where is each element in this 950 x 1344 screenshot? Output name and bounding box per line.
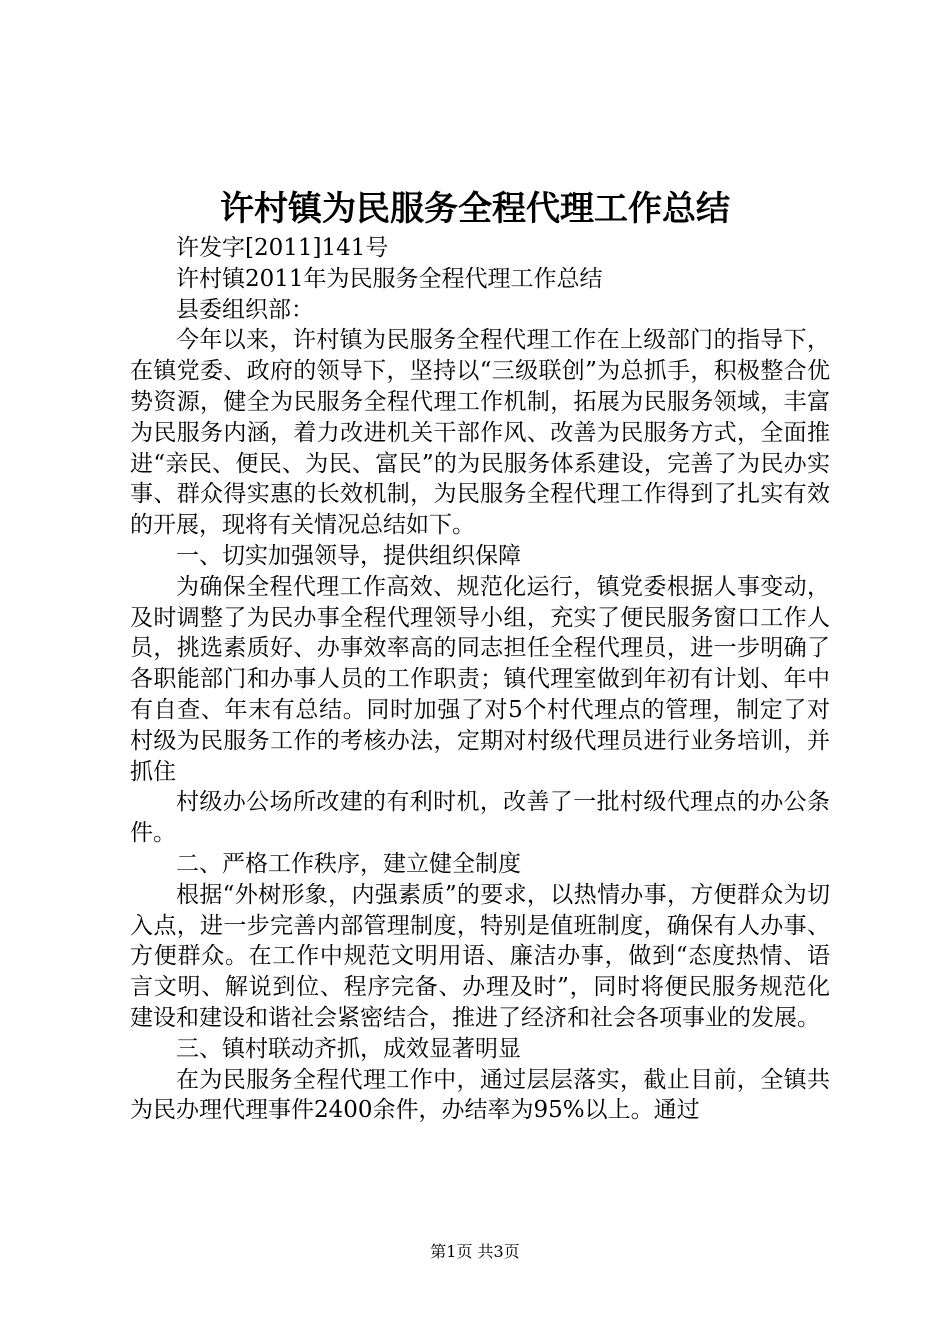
section-1-paragraph: 为确保全程代理工作高效、规范化运行，镇党委根据人事变动，及时调整了为民办事全程代理领导小组，充实了便民服务窗口工作人员，挑选素质好、办事效率高的同志担任全程代理员，进一步明确了各职能部门和办事人员的工作职责；镇代理室做到年初有计划、年中有自查、年末有总结。同时加强了对5个村代理点的管理，制定了对村级为民服务工作的考核办法，定期对村级代理员进行业务培训，并抓住: [130, 573, 830, 785]
section-heading-3: 三、镇村联动齐抓，成效显著明显: [176, 1035, 521, 1062]
section-3-paragraph: 在为民服务全程代理工作中，通过层层落实，截止目前，全镇共为民办理代理事件2400余件，办结率为95%以上。通过: [130, 1066, 830, 1124]
document-subtitle: 许村镇2011年为民服务全程代理工作总结: [176, 265, 603, 292]
section-heading-2: 二、严格工作秩序，建立健全制度: [176, 850, 521, 877]
intro-paragraph: 今年以来，许村镇为民服务全程代理工作在上级部门的指导下，在镇党委、政府的领导下，坚持以“三级联创”为总抓手，积极整合优势资源，健全为民服务全程代理工作机制，拓展为民服务领域，丰富为民服务内涵，着力改进机关干部作风、改善为民服务方式，全面推进“亲民、便民、为民、富民”的为民服务体系建设，完善了为民办实事、群众得实惠的长效机制，为民服务全程代理工作得到了扎实有效的开展，现将有关情况总结如下。: [130, 327, 830, 539]
document-number: 许发字[2011]141号: [176, 235, 389, 261]
section-heading-1: 一、切实加强领导，提供组织保障: [176, 542, 521, 569]
section-1-paragraph-continued: 村级办公场所改建的有利时机，改善了一批村级代理点的办公条件。: [130, 789, 830, 847]
document-body: [130, 233, 830, 1126]
addressee: 县委组织部：: [176, 296, 314, 323]
section-2-paragraph: 根据“外树形象，内强素质”的要求，以热情办事，方便群众为切入点，进一步完善内部管理制度，特别是值班制度，确保有人办事、方便群众。在工作中规范文明用语、廉洁办事，做到“态度热情、语言文明、解说到位、程序完备、办理及时”，同时将便民服务规范化建设和建设和谐社会紧密结合，推进了经济和社会各项事业的发展。: [130, 881, 830, 1031]
page-footer: 第1页 共3页: [430, 1242, 520, 1261]
document-title: 许村镇为民服务全程代理工作总结: [220, 189, 730, 229]
